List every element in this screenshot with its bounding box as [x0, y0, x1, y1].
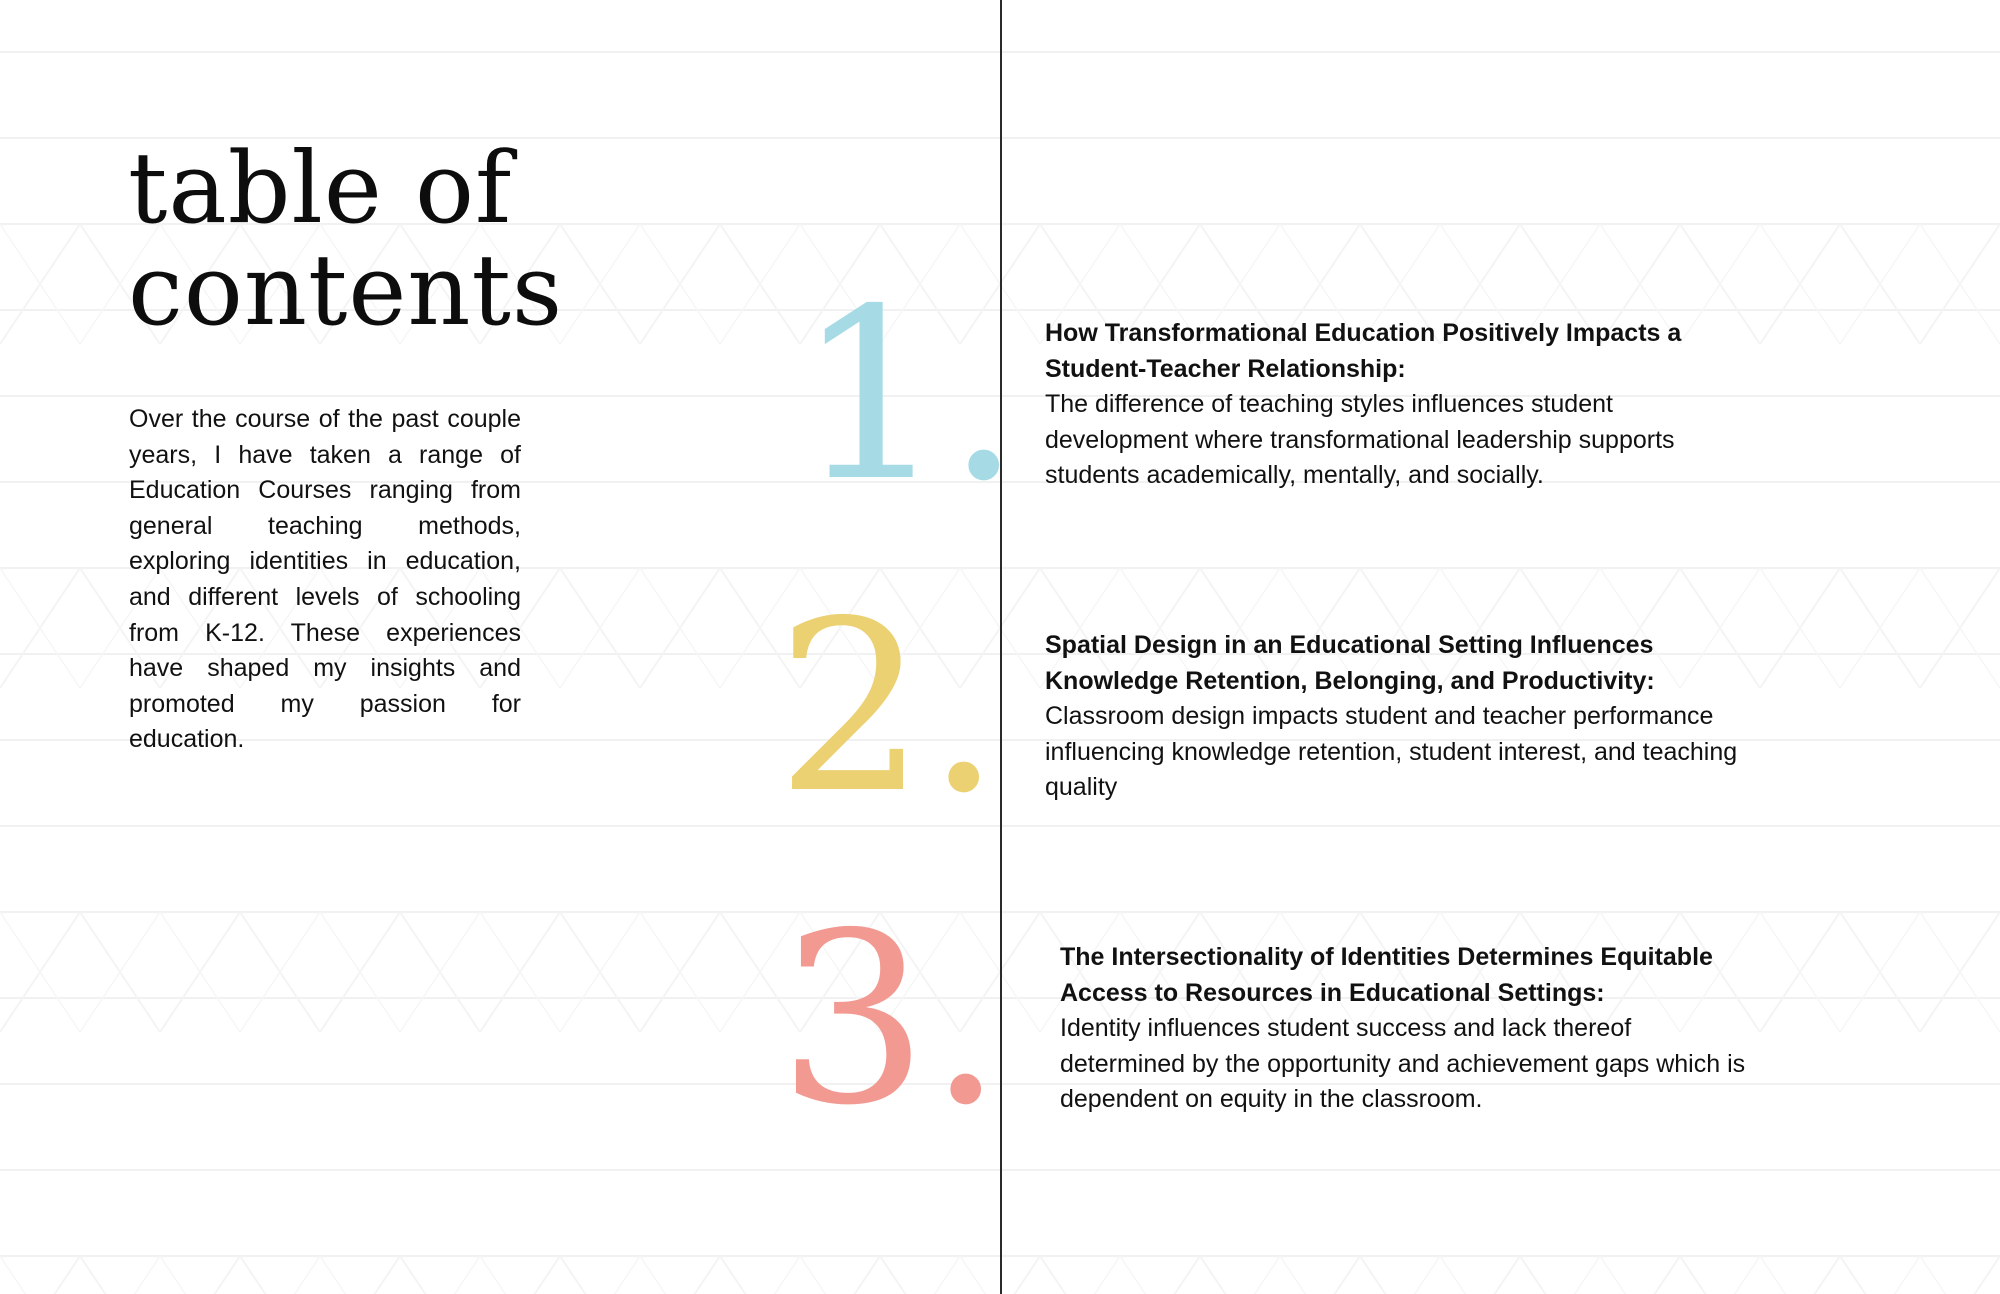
entry-heading: Spatial Design in an Educational Setting Influences Knowledge Retention, Belonging, and Productivity:	[1045, 631, 1655, 695]
entry-description: Classroom design impacts student and teacher performance influencing knowledge retention, student interest, and teaching quality	[1045, 702, 1738, 801]
entry-description: The difference of teaching styles influences student development where transformational leadership supports students academically, mentally, and socially.	[1045, 390, 1675, 489]
entry-number-2: 2.	[776, 570, 1002, 845]
entry-heading: How Transformational Education Positively Impacts a Student-Teacher Relationship:	[1045, 319, 1682, 383]
entry-number-3: 3.	[778, 882, 1004, 1157]
toc-entry-2	[1045, 628, 1745, 806]
page-title-line-1: table of	[128, 132, 513, 246]
page-title-line-2: contents	[128, 234, 564, 348]
entry-description: Identity influences student success and lack thereof determined by the opportunity and achievement gaps which is dependent on equity in the classroom.	[1060, 1014, 1746, 1113]
entry-number-1: 1.	[796, 258, 1022, 533]
intro-paragraph: Over the course of the past couple years, I have taken a range of Education Courses ranging from general teaching methods, exploring identities in education, and different levels of schooling from K-12. These experiences have shaped my insights and promoted my passion for education.	[129, 405, 521, 754]
toc-entry-1	[1045, 316, 1745, 494]
page-title	[128, 132, 564, 348]
entry-heading: The Intersectionality of Identities Determines Equitable Access to Resources in Educational Settings:	[1060, 943, 1713, 1007]
toc-entry-3	[1060, 940, 1760, 1118]
